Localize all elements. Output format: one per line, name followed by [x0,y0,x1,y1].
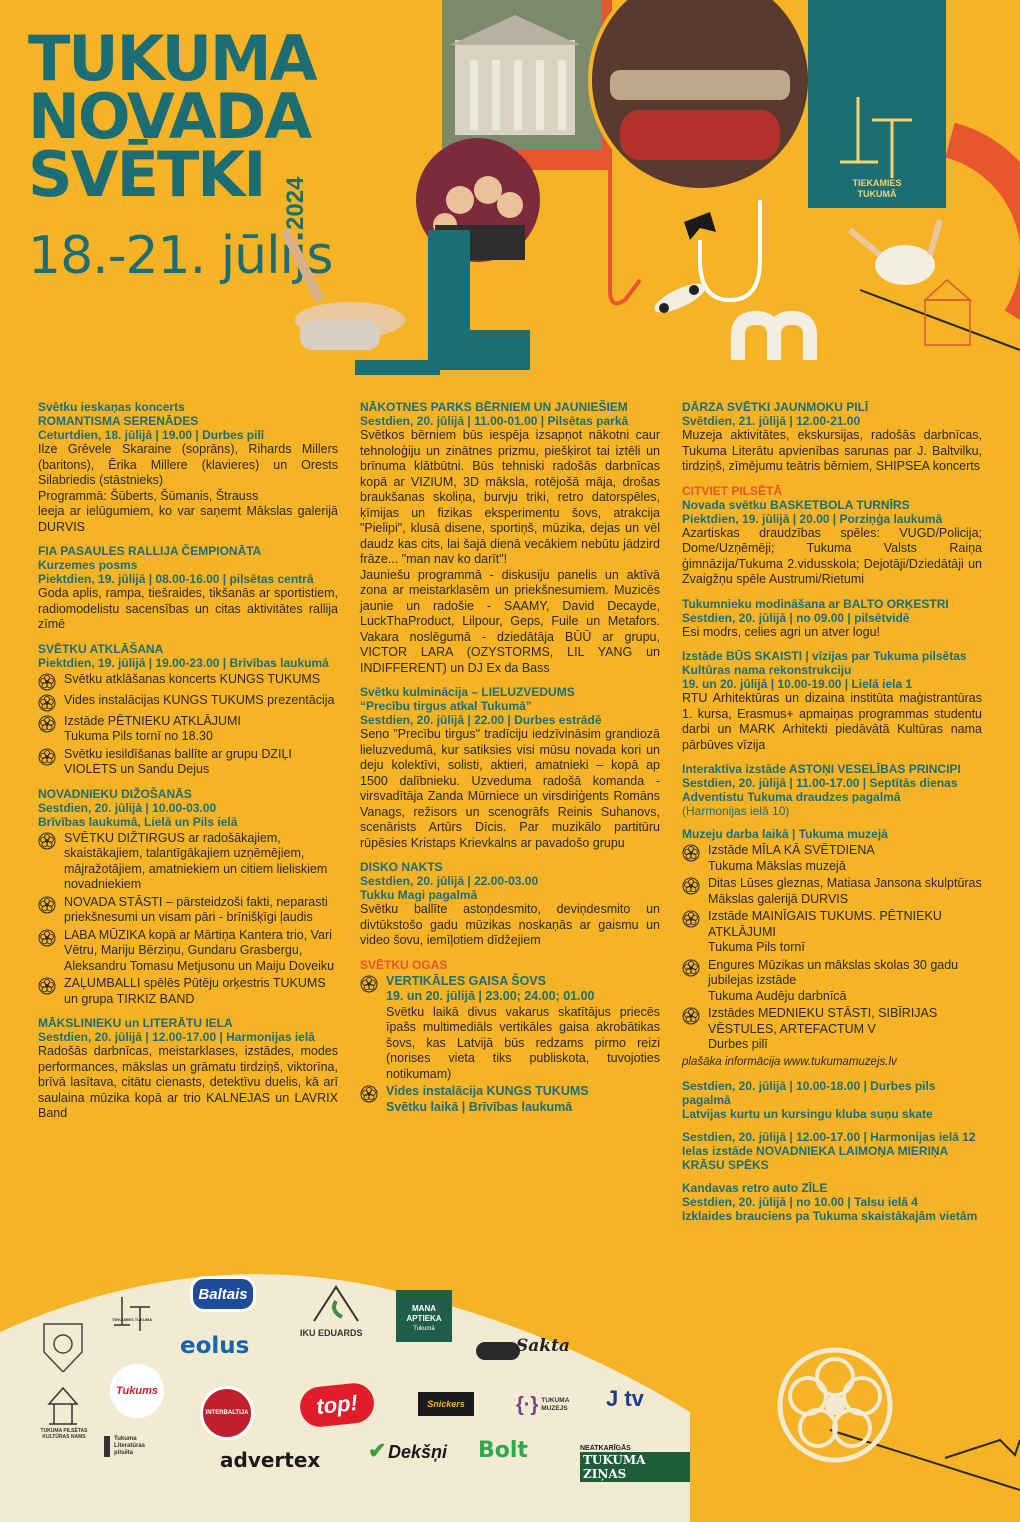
section-heading: Sestdien, 20. jūlijā | 12.00-17.00 | Harmonijas ielā [38,1030,315,1044]
programme-section [682,827,982,1070]
section-text: leeja ar ielūgumiem, ko var saņemt Mākslas galerijā DURVIS [38,504,338,534]
bullet-text [386,974,660,1083]
section-text: Programmā: Šūberts, Šūmanis, Štrauss [38,488,259,503]
section-heading: Kandavas retro auto ZĪLE [682,1181,828,1195]
bullet-item [38,747,338,778]
kulturas-nams-logo-icon [46,1384,80,1428]
section-heading: Svētku ieskaņas koncerts [38,400,185,414]
mana-aptieka-logo-text: MANA APTIEKA [406,1304,442,1323]
rosette-bullet-icon [38,977,56,995]
programme-section [38,642,338,778]
iku-eduards-logo-text: IKU EDUARDS [300,1328,363,1338]
rosette-bullet-icon [360,1085,378,1103]
iku-eduards-logo-icon [308,1283,364,1323]
rosette-bullet-icon [38,715,56,733]
bullet-text: Izstāde PĒTNIEKU ATKLĀJUMI Tukuma Pils tornī no 18.30 [64,713,241,743]
section-heading: FIA PASAULES RALLIJA ČEMPIONĀTA [38,544,262,558]
programme-section [682,597,982,641]
bullet-line: Svētku laikā divus vakarus skatītājus priecēs īpašs multimediāls vertikāles gaisa akrobātikas šovs, kas Latvijā būs redzams pirmo reizi (norises vieta tiks publiskota, tuvojoties notikumam) [386,1004,660,1081]
programme-column-3 [682,400,982,1232]
bullet-item [38,928,338,975]
section-heading: MĀKSLINIEKU un LITERĀTU IELA [38,1016,233,1030]
section-heading: Svētdien, 21. jūlijā | 12.00-21.00 [682,414,861,428]
section-heading: ROMANTISMA SERENĀDES [38,414,199,428]
section-heading: Latvijas kurtu un kursingu kluba suņu skate [682,1107,933,1121]
rosette-bullet-icon [682,877,700,895]
mana-aptieka-logo [396,1290,452,1342]
snickers-logo-text: Snickers [427,1399,465,1409]
tukums-logo [110,1364,164,1418]
rosette-bullet-icon [38,673,56,691]
rosette-bullet-icon [682,844,700,862]
castle-sketch [925,280,970,345]
deksni-logo-text: Dekšņi [388,1442,448,1462]
section-heading: Svētku kulminācija – LIELUZVEDUMS [360,685,575,699]
deksni-check-icon: ✔ [368,1438,387,1463]
section-text: Svētku ballīte astoņdesmito, deviņdesmito un divtūkstošo gadu mūzikas noskaņās ar gaismu un video šovu, iemīļotiem dīdžejiem [360,902,660,947]
sakta-logo-text: Sakta [516,1336,570,1356]
tukums-logo-text: Tukums [116,1385,158,1397]
section-heading: Piektdien, 19. jūlijā | 20.00 | Porziņģa laukumā [682,511,943,526]
section-heading: SVĒTKU OGAS [360,957,448,972]
section-heading: NĀKOTNES PARKS BĒRNIEM UN JAUNIEŠIEM [360,400,628,414]
programme-section [682,1079,982,1121]
bullet-text: Izstāde MĪLA KĀ SVĒTDIENA Tukuma Mākslas muzejā [708,843,875,873]
section-heading: Sestdien, 20. jūlijā | 10.00-03.00 [38,800,217,815]
section-heading: Izklaides brauciens pa Tukuma skaistākajām vietām [682,1209,978,1223]
section-text: Esi modrs, celies agri un atver logu! [682,624,881,639]
rosette-ornament-icon [770,1330,1020,1500]
top-logo-text: top! [314,1389,359,1420]
bullet-text: ZAĻUMBALLI spēlēs Pūtēju orķestris TUKUMS un grupa TIRKIZ BAND [64,976,326,1006]
section-heading: Piektdien, 19. jūlijā | 19.00-23.00 | Brīvības laukumā [38,655,329,670]
programme-section [38,787,338,1008]
m-shape [738,318,810,360]
tukums-coat-of-arms-icon [42,1322,84,1372]
programme-section [360,400,660,676]
bullet-item [682,843,982,874]
title-line-3: SVĒTKI [28,138,265,211]
snickers-logo [418,1392,474,1416]
section-heading: 19. un 20. jūlijā | 10.00-19.00 | Lielā iela 1 [682,677,913,691]
programme-section [38,1016,338,1122]
bullet-line: Vides instalācija KUNGS TUKUMS [386,1084,589,1098]
section-heading: Sestdien, 20. jūlijā | no 09.00 | pilsētvidē [682,610,910,625]
bullet-text: Ditas Lūses gleznas, Matiasa Jansona skulptūras Mākslas galerijā DURVIS [708,876,982,906]
bullet-text: Svētku atklāšanas koncerts KUNGS TUKUMS [64,671,321,686]
bullet-text: Izstāde MAINĪGAIS TUKUMS. PĒTNIEKU ATKLĀJUMI Tukuma Pils tornī [708,909,942,954]
retro-car [651,278,709,318]
bullet-line: VERTIKĀLES GAISA ŠOVS [386,973,546,988]
baltais-logo [190,1276,256,1312]
section-text: Jauniešu programmā - diskusiju panelis un aktīvā zona ar meistarklasēm un priekšnesumiem. Muzicēs jaunie un radošie - SAAMY, David Decayde, LuckThaProduct, Lilpour, Geps, Fuile un Metafors. Vakara noslēgumā - dziedātāja BŪŪ ar grupu, VICTOR LARA (OZYSTORMS, LIL YANG un INDIFFERENT) un DJ Ex da Bass [360,567,660,675]
event-dates: 18.-21. jūlijs [28,226,333,286]
rosette-bullet-icon [38,896,56,914]
section-heading: Muzeju darba laikā | Tukuma muzejā [682,827,888,841]
programme-section [682,762,982,818]
bullet-item [38,976,338,1007]
bullet-item [38,672,338,691]
bullet-item [360,974,660,1083]
baltais-logo-text: Baltais [198,1285,248,1303]
bullet-text: Svētku iesildīšanas ballīte ar grupu DZIĻI VIOLETS un Sandu Dejus [64,746,292,776]
brand-line-1: TIEKAMIES [852,178,902,188]
bullet-text [386,1084,589,1115]
bullet-text: Izstādes MEDNIEKU STĀSTI, SIBĪRIJAS VĒSTULES, ARTEFACTUM V Durbes pilī [708,1006,938,1051]
jtv-logo: J tv [606,1386,644,1411]
interbaltija-logo [200,1386,254,1440]
bullet-text: Vides instalācijas KUNGS TUKUMS prezentācija [64,692,335,707]
title-line-1: TUKUMA [28,22,316,95]
bullet-item [682,909,982,956]
rosette-bullet-icon [360,975,378,993]
title-line-2: NOVADA [28,80,311,153]
programme-section [682,484,982,588]
muzejs-brace-icon: {·} [516,1393,539,1416]
literaturas-pilseta-logo: Tukuma Literatūras pilsēta [104,1436,164,1457]
section-heading: Brīvības laukumā, Lielā un Pils ielā [38,814,238,829]
bullet-text: Engures Mūzikas un mākslas skolas 30 gadu jubilejas izstāde Tukuma Audēju darbnīcā [708,957,959,1003]
bullet-text: SVĒTKU DIŽTIRGUS ar radošākajiem, skaistākajiem, talantīgākajiem uzņēmējiem, mājražotājiem, amatniekiem un citiem lieliskiem novadniekiem [64,830,328,891]
tukuma-zinas-top: NEATKARĪGĀS [580,1445,631,1452]
bullet-item [682,876,982,907]
section-heading: NOVADNIEKU DIŽOŠANĀS [38,786,192,801]
section-note: plašāka informācija www.tukumamuzejs.lv [682,1055,897,1068]
rosette-bullet-icon [38,748,56,766]
programme-column-2 [360,400,660,1124]
section-heading: Sestdien, 20. jūlijā | 22.00 | Durbes estrādē [360,713,602,727]
section-heading: CITVIET PILSĒTĀ [682,483,783,498]
brand-text [820,178,934,200]
bullet-item [360,1084,660,1115]
bullet-line: Svētku laikā | Brīvības laukumā [386,1099,573,1114]
tukuma-zinas-logo [580,1445,690,1482]
bullet-item [682,958,982,1005]
brand-line-2: TUKUMĀ [857,189,897,199]
bullet-item [38,831,338,893]
section-text: Ilze Grēvele Skaraine (soprāns), Rihards Millers (baritons), Ērika Millere (klavieres) un Orests Silabriedis (stāstnieks) [38,442,338,487]
lt-small-logo-icon [112,1295,152,1333]
bullet-text: LABA MŪZIKA kopā ar Mārtiņa Kantera trio, Vari Vētru, Mariju Bērziņu, Gundaru Grasbergu, Aleksandru Tomasu Metjusonu un Maiju Doveiku [64,927,335,973]
section-heading: Sestdien, 20. jūlijā | 11.00-01.00 | Pilsētas parkā [360,414,629,428]
deksni-logo [368,1438,448,1470]
acrobat-figure [850,220,940,285]
section-text: RTU Arhitektūras un dizaina institūta maģistrantūras 1. kursa, Erasmus+ apmaiņas programmas studentu darbi un MARK Arhitekti piedāvātā Kultūras nama pārbūves vīzija [682,691,982,752]
rope-line [860,290,1020,350]
rosette-bullet-icon [682,910,700,928]
bullet-text: NOVADA STĀSTI – pārsteidzoši fakti, neparasti priekšnesumi un visam pāri - brīnišķīgi ļaudis [64,894,328,924]
rosette-bullet-icon [682,1007,700,1025]
section-heading: Sestdien, 20. jūlijā | 10.00-18.00 | Durbes pils pagalmā [682,1079,936,1107]
section-text: Muzeja aktivitātes, ekskursijas, radošās darbnīcas, Tukuma Literātu apvienības sarunas par J. Baltvilku, tirdziņš, zīmējumu teātris bērniem, SHIPSEA koncerts [682,428,982,473]
sakta-logo [476,1336,570,1364]
bullet-line: 19. un 20. jūlijā | 23.00; 24.00; 01.00 [386,989,595,1003]
bullet-item [682,1006,982,1053]
rosette-bullet-icon [38,929,56,947]
section-heading: Sestdien, 20. jūlijā | 22.00-03.00 [360,874,539,888]
section-heading: Ceturtdien, 18. jūlijā | 19.00 | Durbes pilī [38,428,265,442]
bullet-item [38,895,338,926]
section-text: Seno "Precību tirgus" tradīciju iedzīvināsim grandiozā lieluzvedumā, kur satiksies visi mūsu novada kori un deju kolektīvi, solisti, aktieri, amatnieki – kopā ap 1500 dalībnieku. Uzveduma radošā komanda - virsvadītāja Zanda Mūrniece un virsdiriģents Romāns Vanags, režisors un scenogrāfs Reinis Suhanovs, scenārists Artūrs Dīcis. Par muzikālo partitūru rūpēsies Kristaps Krievkalns ar pavadošo grupu [360,727,660,850]
section-heading: (Harmonijas ielā 10) [682,804,790,818]
orange-line-art [610,150,640,303]
programme-section [360,860,660,949]
bullet-item [38,693,338,712]
event-year: 2024 [282,176,309,230]
bolt-logo: Bolt [478,1438,528,1463]
programme-section [360,685,660,851]
programme-section [38,544,338,633]
orange-ring [950,140,1020,320]
lt-logo-icon [836,92,916,182]
programme-section [682,1181,982,1223]
advertex-logo: advertex [220,1448,321,1472]
interbaltija-logo-text: INTERBALTIJA [205,1410,249,1416]
programme-section [682,649,982,753]
section-heading: Sestdien, 20. jūlijā | no 10.00 | Talsu ielā 4 [682,1195,918,1209]
section-heading: DISKO NAKTS [360,860,443,874]
kulturas-nams-logo-text: TUKUMA PILSĒTAS KULTŪRAS NAMS [40,1428,88,1440]
programme-section [38,400,338,535]
section-heading: Tukumnieku modināšana ar BALTO ORĶESTRI [682,596,949,611]
section-heading: SVĒTKU ATKLĀŠANA [38,641,164,656]
section-heading: Piektdien, 19. jūlijā | 08.00-16.00 | pilsētas centrā [38,572,314,586]
tukuma-zinas-logo-text: TUKUMA ZIŅAS [580,1452,690,1482]
mana-aptieka-logo-sub: Tukumā [413,1326,435,1332]
programme-column-1 [38,400,338,1131]
section-heading: Izstāde BŪS SKAISTI | vīzijas par Tukuma pilsētas Kultūras nama rekonstrukciju [682,649,967,677]
section-text: Svētkos bērniem būs iespēja izsapņot nākotni caur tehnoloģiju un zinātnes prizmu, piešķirot tai iztēli un brīnuma klātbūtni. Būs tehniski radošās darbnīcas kopā ar VIZIUM, 3D māksla, rotējošā māja, drošas braukšanas skoliņa, burvju triki, retro datorspēles, ķīmijas un fizikas eksperimentu šovs, atrakcija "Pielipi", klusā disene, sportiņš, mūzika, dejas un vēl daudz kas cits, lai šajā dienā vecākiem nebūtu jādzird frāze... "man nav ko darīt"! [360,428,660,566]
rosette-bullet-icon [682,959,700,977]
section-heading: Novada svētku BASKETBOLA TURNĪRS [682,497,910,512]
section-text: Azartiskas draudzības spēles: VUGD/Policija; Dome/Uzņēmēji; Tukuma Valsts Raiņa ģimnāzija/Tukuma 2.vidusskola; Dejotāji/Dziedātāji un Zvaigžņu spēle Austrumi/Rietumi [682,525,982,586]
section-text: Goda aplis, rampa, tiešraides, tikšanās ar sportistiem, radiomodelistu sacensības un citas aktivitātes rallija zīmē [38,586,338,631]
programme-section [360,958,660,1116]
section-heading: “Precību tirgus atkal Tukumā” [360,699,532,713]
tukuma-muzejs-logo [516,1390,582,1420]
rosette-bullet-icon [38,694,56,712]
section-text: Radošās darbnīcas, meistarklases, izstādes, modes performances, mākslas un grāmatu tirdziņš, viktorīna, brīvā lasītava, citātu cienasts, detektīvu duelis, kā arī saulaina mūzika kopā ar trio KALNEJAS un LAVRIX Band [38,1044,338,1120]
lt-small-logo-text: TIEKAMIES TUKUMĀ [111,1317,153,1322]
section-heading: Kurzemes posms [38,558,138,572]
programme-section [682,400,982,475]
section-heading: Tukku Magi pagalmā [360,888,478,902]
eolus-logo: eolus [180,1333,250,1359]
section-heading: Sestdien, 20. jūlijā | 11.00-17.00 | Septītās dienas Adventistu Tukuma draudzes pagalmā [682,776,958,804]
bullet-item [38,714,338,745]
section-heading: Interaktīva izstāde ASTOŅI VESELĪBAS PRINCIPI [682,762,961,776]
programme-section [682,1130,982,1172]
section-heading: DĀRZA SVĒTKI JAUNMOKU PILĪ [682,400,869,414]
section-heading: Ielas izstāde NOVADNIEKA LAIMOŅA MIERIŅA KRĀSU SPĒKS [682,1144,948,1172]
rosette-bullet-icon [38,832,56,850]
k-glyph [684,212,716,240]
tukuma-muzejs-logo-text: TUKUMA MUZEJS [541,1397,570,1412]
section-heading: Sestdien, 20. jūlijā | 12.00-17.00 | Harmonijas ielā 12 [682,1130,976,1144]
